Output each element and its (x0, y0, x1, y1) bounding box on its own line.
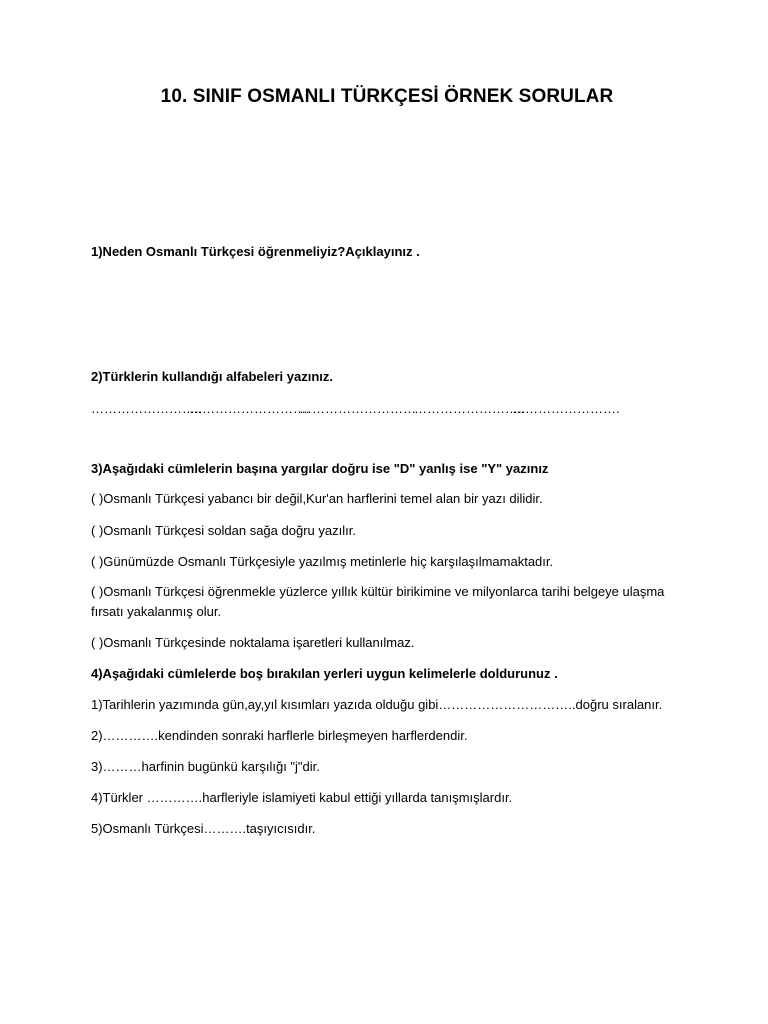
true-false-item-3: ( )Günümüzde Osmanlı Türkçesiyle yazılmış metinlerle hiç karşılaşılmamaktadır. (91, 554, 554, 569)
fill-blank-item-4: 4)Türkler ………….harfleriyle islamiyeti kabul ettiği yıllarda tanışmışlardır. (91, 790, 513, 805)
question-4: 4)Aşağıdaki cümlelerde boş bırakılan yerleri uygun kelimelerle doldurunuz . (91, 666, 558, 681)
blank-4: …………………….. (414, 401, 526, 416)
question-1: 1)Neden Osmanlı Türkçesi öğrenmeliyiz?Açıklayınız . (91, 244, 420, 259)
true-false-item-2: ( )Osmanlı Türkçesi soldan sağa doğru yazılır. (91, 523, 356, 538)
blank-5: ……………………. (512, 401, 620, 416)
true-false-item-4: ( )Osmanlı Türkçesi öğrenmekle yüzlerce yıllık kültür birikimine ve milyonlarca tarihi belgeye ulaşma fırsatı yakalanmış olur. (91, 584, 665, 619)
true-false-item-5: ( )Osmanlı Türkçesinde noktalama işaretleri kullanılmaz. (91, 635, 415, 650)
question-2: 2)Türklerin kullandığı alfabeleri yazınız. (91, 369, 334, 384)
page-title: 10. SINIF OSMANLI TÜRKÇESİ ÖRNEK SORULAR (160, 86, 614, 107)
blank-2: ………………………. (189, 401, 310, 416)
blank-3: ……………………… (299, 401, 416, 416)
fill-blank-item-1: 1)Tarihlerin yazımında gün,ay,yıl kısımları yazıda olduğu gibi…………………………..doğru sıralanır. (91, 697, 663, 712)
fill-blank-item-5: 5)Osmanlı Türkçesi……….taşıyıcısıdır. (91, 821, 316, 836)
question-3: 3)Aşağıdaki cümlelerin başına yargılar doğru ise "D" yanlış ise "Y" yazınız (91, 461, 549, 476)
blank-1: …………………….. (91, 401, 203, 416)
fill-blank-item-3: 3)………harfinin bugünkü karşılığı "j"dir. (91, 759, 320, 774)
true-false-item-1: ( )Osmanlı Türkçesi yabancı bir değil,Kur'an harflerini temel alan bir yazı dilidir. (91, 491, 543, 506)
fill-blank-item-2: 2)………….kendinden sonraki harflerle birleşmeyen harflerdendir. (91, 728, 468, 743)
